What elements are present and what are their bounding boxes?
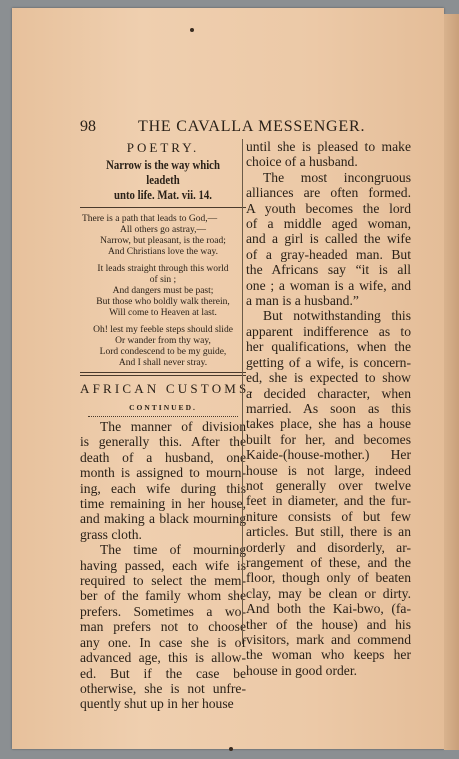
page-number: 98 xyxy=(80,118,96,135)
text-line: Kaide-(house-mother.) Her xyxy=(246,447,411,463)
text-line: feet in diameter, and the fur- xyxy=(246,493,411,509)
page-header xyxy=(80,118,410,136)
text-line: her qualifications, when the xyxy=(246,339,411,355)
text-line: But notwithstanding this xyxy=(263,308,411,324)
text-line: The most incongruous xyxy=(263,169,411,185)
motto-line: unto life. Mat. vii. 14. xyxy=(114,188,212,202)
text-line: married. As soon as this xyxy=(246,400,411,416)
text-line: and a girl is called the wife xyxy=(246,231,411,247)
section-title: AFRICAN CUSTOMS. xyxy=(80,381,256,396)
text-line: any one. In case she is of xyxy=(80,634,246,650)
right-column xyxy=(242,139,411,678)
text-line: ther of the house) and his xyxy=(246,616,411,632)
text-line: rangement of these, and the xyxy=(246,554,411,570)
text-line: a decided character, when xyxy=(246,385,411,401)
poem-stanza xyxy=(80,325,246,369)
verse-line: And I shall never stray. xyxy=(118,358,208,368)
text-line: takes place, she has a house xyxy=(246,416,411,432)
ornament-rule xyxy=(88,416,238,417)
text-line: apparent indifference as to xyxy=(246,323,411,339)
verse-line: And dangers must be past; xyxy=(112,286,214,296)
text-line: a man is a husband.” xyxy=(246,293,359,309)
text-line: clay, may be clean or dirty. xyxy=(246,585,411,601)
text-line: required to select the mem- xyxy=(80,573,246,589)
pin-hole xyxy=(229,747,233,751)
text-line: quently shut up in her house xyxy=(80,696,234,712)
continued-label: CONTINUED. xyxy=(129,403,197,412)
text-line: ed. But if the case be xyxy=(80,665,246,681)
text-line: otherwise, she is not unfre- xyxy=(80,680,246,696)
divider xyxy=(80,207,246,208)
text-line: ed, she is expected to show xyxy=(246,370,411,386)
verse-line: of sin ; xyxy=(149,275,177,285)
text-line: having passed, each wife is xyxy=(80,557,246,573)
text-line: until she is pleased to make xyxy=(246,139,411,154)
left-column xyxy=(80,139,256,712)
text-line: The time of mourning xyxy=(100,542,246,558)
verse-line: Lord condescend to be my guide, xyxy=(99,347,227,357)
motto-line: Narrow is the way which leadeth xyxy=(106,158,220,187)
pin-hole xyxy=(190,28,194,32)
text-line: getting of a wife, is concern- xyxy=(246,354,411,370)
text-line: choice of a husband. xyxy=(246,154,358,170)
text-line: of a middle aged woman, xyxy=(246,216,411,232)
verse-line: All others go astray,— xyxy=(120,225,206,235)
verse-line: Narrow, but pleasant, is the road; xyxy=(100,236,226,246)
text-line: built for her, and becomes xyxy=(246,431,411,447)
text-line: advanced age, this is allow- xyxy=(80,650,246,666)
text-line: alliances are often formed. xyxy=(246,185,411,201)
text-line: orderly and disorderly, ar- xyxy=(246,539,411,555)
text-line: house in good order. xyxy=(246,662,357,678)
text-line: and making a black mourning xyxy=(80,511,246,527)
verse-line: Oh! lest my feeble steps should slide xyxy=(93,325,233,335)
text-line: is generally this. After the xyxy=(80,434,246,450)
poetry-motto xyxy=(92,158,235,203)
text-line: visitors, mark and commend xyxy=(246,632,411,647)
text-line: The manner of division xyxy=(100,419,246,434)
text-line: A youth becomes the lord xyxy=(246,200,411,216)
text-line: floor, though only of beaten xyxy=(246,570,411,586)
verse-line: And Christians love the way. xyxy=(108,247,218,257)
text-line: not generally over twelve xyxy=(246,477,411,493)
next-page-edge xyxy=(444,14,459,750)
section-divider xyxy=(80,372,246,376)
verse-line: There is a path that leads to God,— xyxy=(82,214,218,224)
running-head: THE CAVALLA MESSENGER. xyxy=(138,118,366,135)
text-line: ber of the family whom she xyxy=(80,588,246,604)
text-line: prefers. Sometimes a wo- xyxy=(80,603,246,619)
text-line: articles. But still, there is an xyxy=(246,524,411,540)
text-line: the woman who keeps her xyxy=(246,647,411,663)
verse-line: It leads straight through this world xyxy=(97,264,229,274)
poetry-title: POETRY. xyxy=(126,140,200,155)
verse-line: Will come to Heaven at last. xyxy=(109,308,217,318)
text-line: death of a husband, one xyxy=(80,449,246,465)
text-line: one ; a woman is a wife, and xyxy=(246,277,411,293)
poem-stanza xyxy=(80,214,246,258)
text-line: time remaining in her house, xyxy=(80,496,246,512)
text-line: niture consists of but few xyxy=(246,508,411,524)
poem-stanza xyxy=(80,264,246,319)
text-line: ing, each wife during this xyxy=(80,480,246,496)
text-line: the Africans say “it is all xyxy=(246,262,411,278)
text-line: month is assigned to mourn- xyxy=(80,465,246,481)
text-line: man prefers not to choose xyxy=(80,619,246,635)
text-line: grass cloth. xyxy=(80,526,142,542)
verse-line: Or wander from thy way, xyxy=(115,336,211,346)
right-prose xyxy=(243,139,411,678)
text-line: house is not large, indeed xyxy=(246,462,411,478)
text-line: of a gray-headed man. But xyxy=(246,246,411,262)
verse-line: But those who boldly walk therein, xyxy=(96,297,230,307)
left-prose xyxy=(80,419,246,712)
text-line: And both the Kai-bwo, (fa- xyxy=(246,601,411,617)
